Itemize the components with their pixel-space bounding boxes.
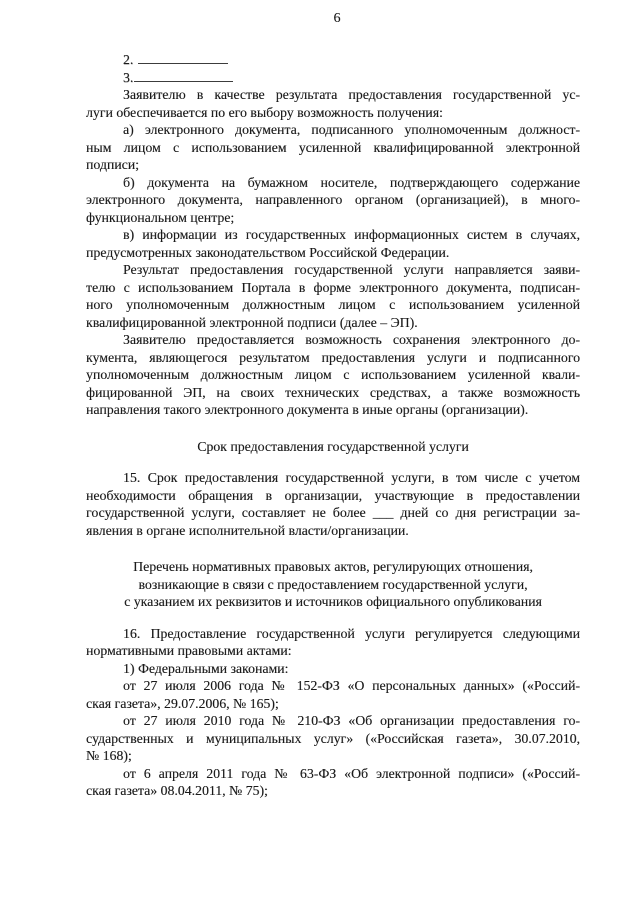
text-line: 16. Предоставление государственной услуги регулируется следующими [123, 625, 580, 641]
text-line: фицированной ЭП, на своих технических средствах, а также возможность [86, 384, 580, 400]
blank-underline [138, 51, 228, 64]
text-line: явления в органе исполнительной власти/организации. [86, 522, 409, 538]
paragraph [86, 226, 580, 261]
heading-line: возникающие в связи с предоставлением государственной услуги, [138, 576, 528, 592]
text-line: необходимости обращения в организации, участвующие в предоставлении [86, 487, 580, 503]
text-line: а) электронного документа, подписанного уполномоченным должност- [123, 122, 580, 138]
paragraph [86, 86, 580, 121]
text-line: Заявителю в качестве результата предоставления государственной ус- [123, 87, 580, 103]
text-line: от 27 июля 2006 года № 152-ФЗ «О персональных данных» («Россий- [123, 678, 580, 694]
document-content [86, 51, 580, 800]
numbered-blank-line [86, 69, 580, 87]
text-line: государственной услуги, составляет не более ___ дней со дня регистрации за- [86, 505, 580, 521]
paragraph [86, 677, 580, 712]
text-line: от 6 апреля 2011 года № 63-ФЗ «Об электронной подписи» («Россий- [123, 765, 580, 781]
text-line: направления такого электронного документа в иные органы (организации). [86, 402, 529, 418]
paragraph [86, 261, 580, 331]
page-number: 6 [333, 11, 341, 26]
text-line: ного уполномоченным должностным лицом с использованием усиленной [86, 297, 580, 313]
text-line: Заявителю предоставляется возможность сохранения электронного до- [123, 332, 580, 348]
heading-line: Перечень нормативных правовых актов, регулирующих отношения, [133, 559, 533, 575]
text-line: Результат предоставления государственной услуги направляется заяви- [123, 262, 580, 278]
text-line: ным лицом с использованием усиленной квалифицированной электронной [86, 139, 580, 155]
list-number: 3. [123, 69, 134, 85]
text-line: электронного документа, направленного органом (организацией), в много- [86, 192, 580, 208]
list-number: 2. [123, 52, 134, 68]
text-line: нормативными правовыми актами: [86, 643, 292, 659]
paragraph [86, 625, 580, 660]
paragraph [86, 331, 580, 419]
paragraph [86, 660, 580, 678]
paragraph [86, 765, 580, 800]
text-line: уполномоченным должностным лицом с использованием усиленной квали- [86, 367, 580, 383]
text-line: предусмотренных законодательством Российской Федерации. [86, 244, 450, 260]
section-heading [86, 558, 580, 611]
text-line: сударственных и муниципальных услуг» («Российская газета», 30.07.2010, [86, 730, 580, 746]
section-heading [86, 438, 580, 456]
text-line: в) информации из государственных информационных систем в случаях, [123, 227, 580, 243]
text-line: функциональном центре; [86, 209, 235, 225]
text-line: 1) Федеральными законами: [123, 660, 289, 676]
text-line: ская газета» 08.04.2011, № 75); [86, 783, 268, 799]
heading-line: Срок предоставления государственной услуги [197, 438, 469, 454]
text-line: луги обеспечивается по его выбору возможность получения: [86, 104, 443, 120]
text-line: квалифицированной электронной подписи (далее – ЭП). [86, 314, 418, 330]
text-line: ская газета», 29.07.2006, № 165); [86, 695, 279, 711]
text-line: 15. Срок предоставления государственной услуги, в том числе с учетом [123, 470, 580, 486]
text-line: кумента, являющегося результатом предоставления услуги и подписанного [86, 349, 580, 365]
paragraph [86, 469, 580, 539]
text-line: № 168); [86, 748, 132, 764]
heading-line: с указанием их реквизитов и источников официального опубликования [124, 594, 542, 610]
text-line: от 27 июля 2010 года № 210-ФЗ «Об организации предоставления го- [123, 713, 580, 729]
text-line: подписи; [86, 157, 140, 173]
paragraph [86, 712, 580, 765]
paragraph [86, 121, 580, 174]
text-line: б) документа на бумажном носителе, подтверждающего содержание [123, 174, 580, 190]
numbered-blank-line [86, 51, 580, 69]
text-line: телю с использованием Портала в форме электронного документа, подписан- [86, 279, 580, 295]
blank-underline [134, 69, 233, 82]
paragraph [86, 174, 580, 227]
